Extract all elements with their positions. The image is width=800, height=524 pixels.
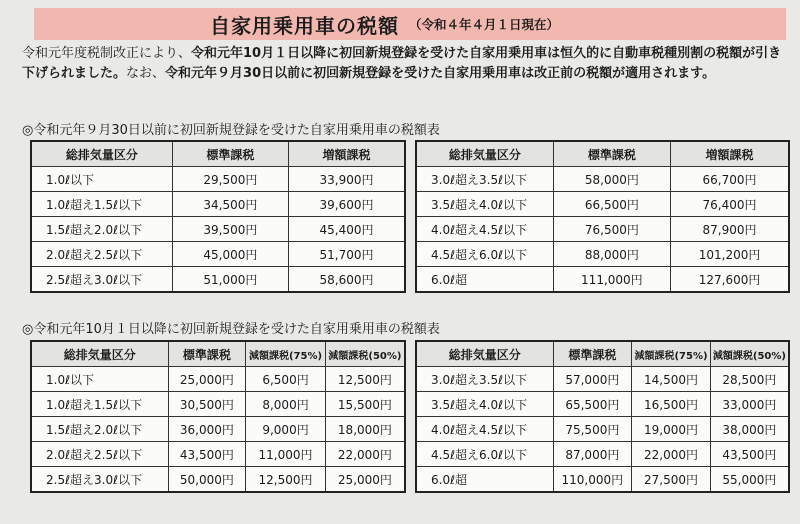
title-banner <box>34 8 786 40</box>
tax-amount-cell: 39,500円 <box>172 217 288 242</box>
table-row <box>31 392 405 417</box>
tax-amount-cell: 9,000円 <box>246 417 326 442</box>
tax-amount-cell: 51,000円 <box>172 267 288 293</box>
tax-amount-cell: 33,900円 <box>289 167 405 192</box>
table-row <box>416 192 789 217</box>
column-header: 標準課税 <box>172 141 288 167</box>
table-row <box>31 467 405 493</box>
tax-amount-cell: 58,000円 <box>553 167 670 192</box>
tax-amount-cell: 45,400円 <box>289 217 405 242</box>
table-row <box>31 217 405 242</box>
table-row <box>31 192 405 217</box>
table-row <box>416 467 789 493</box>
displacement-cell: 6.0ℓ超 <box>416 267 553 293</box>
tax-amount-cell: 34,500円 <box>172 192 288 217</box>
tax-amount-cell: 127,600円 <box>671 267 789 293</box>
table-post-reform-left <box>30 340 406 493</box>
tax-amount-cell: 88,000円 <box>553 242 670 267</box>
table-post-reform-right <box>415 340 790 493</box>
tax-amount-cell: 18,000円 <box>325 417 405 442</box>
tax-amount-cell: 76,500円 <box>553 217 670 242</box>
table-pre-reform-right <box>415 140 790 293</box>
displacement-cell: 2.0ℓ超え2.5ℓ以下 <box>31 442 168 467</box>
tax-amount-cell: 43,500円 <box>168 442 246 467</box>
tax-amount-cell: 50,000円 <box>168 467 246 493</box>
column-header: 標準課税 <box>168 341 246 367</box>
intro-text-plain: 令和元年度税制改正により、 <box>22 46 192 61</box>
table-row <box>416 217 789 242</box>
tax-amount-cell: 65,500円 <box>553 392 632 417</box>
tax-amount-cell: 22,000円 <box>632 442 711 467</box>
section2-label: ◎令和元年10月１日以降に初回新規登録を受けた自家用乗用車の税額表 <box>22 322 440 337</box>
column-header: 増額課税 <box>289 141 405 167</box>
tax-amount-cell: 101,200円 <box>671 242 789 267</box>
intro-text <box>22 44 792 84</box>
tax-amount-cell: 76,400円 <box>671 192 789 217</box>
table-row <box>416 392 789 417</box>
column-header: 標準課税 <box>553 341 632 367</box>
displacement-cell: 3.0ℓ超え3.5ℓ以下 <box>416 367 553 392</box>
table-row <box>416 242 789 267</box>
column-header: 減額課税(50%) <box>325 341 405 367</box>
displacement-cell: 1.0ℓ以下 <box>31 367 168 392</box>
tax-amount-cell: 14,500円 <box>632 367 711 392</box>
tax-amount-cell: 33,000円 <box>710 392 789 417</box>
tax-amount-cell: 16,500円 <box>632 392 711 417</box>
tax-amount-cell: 36,000円 <box>168 417 246 442</box>
column-header: 減額課税(75%) <box>246 341 326 367</box>
displacement-cell: 1.5ℓ超え2.0ℓ以下 <box>31 417 168 442</box>
tax-amount-cell: 75,500円 <box>553 417 632 442</box>
displacement-cell: 2.5ℓ超え3.0ℓ以下 <box>31 467 168 493</box>
intro-text-plain: なお、 <box>126 66 166 81</box>
tax-amount-cell: 45,000円 <box>172 242 288 267</box>
tax-amount-cell: 22,000円 <box>325 442 405 467</box>
tax-amount-cell: 8,000円 <box>246 392 326 417</box>
displacement-cell: 4.5ℓ超え6.0ℓ以下 <box>416 242 553 267</box>
tax-amount-cell: 25,000円 <box>168 367 246 392</box>
tax-amount-cell: 12,500円 <box>325 367 405 392</box>
tax-amount-cell: 58,600円 <box>289 267 405 293</box>
column-header: 増額課税 <box>671 141 789 167</box>
table-row <box>31 167 405 192</box>
tax-amount-cell: 12,500円 <box>246 467 326 493</box>
tax-amount-cell: 38,000円 <box>710 417 789 442</box>
table-row <box>31 242 405 267</box>
tax-amount-cell: 87,900円 <box>671 217 789 242</box>
displacement-cell: 3.0ℓ超え3.5ℓ以下 <box>416 167 553 192</box>
table-row <box>31 442 405 467</box>
table-row <box>31 417 405 442</box>
tax-amount-cell: 66,700円 <box>671 167 789 192</box>
tax-amount-cell: 43,500円 <box>710 442 789 467</box>
table-pre-reform-left <box>30 140 406 293</box>
column-header: 総排気量区分 <box>31 141 172 167</box>
intro-text-bold: 令和元年10月１日以降に初回新規登録を受けた自家用乗用車は恒久的に自動車税種別割の税額が引き下げられました。 <box>22 46 782 81</box>
table-row <box>416 417 789 442</box>
section1-label: ◎令和元年９月30日以前に初回新規登録を受けた自家用乗用車の税額表 <box>22 123 440 138</box>
displacement-cell: 1.0ℓ以下 <box>31 167 172 192</box>
table-row <box>31 367 405 392</box>
tax-amount-cell: 51,700円 <box>289 242 405 267</box>
tax-amount-cell: 19,000円 <box>632 417 711 442</box>
tax-amount-cell: 6,500円 <box>246 367 326 392</box>
intro-text-bold: 令和元年９月30日以前に初回新規登録を受けた自家用乗用車は改正前の税額が適用されます。 <box>165 66 716 81</box>
column-header: 減額課税(50%) <box>710 341 789 367</box>
table-row <box>416 367 789 392</box>
page-date-note: （令和４年４月１日現在） <box>409 17 560 32</box>
displacement-cell: 1.0ℓ超え1.5ℓ以下 <box>31 192 172 217</box>
displacement-cell: 4.5ℓ超え6.0ℓ以下 <box>416 442 553 467</box>
displacement-cell: 2.5ℓ超え3.0ℓ以下 <box>31 267 172 293</box>
displacement-cell: 1.0ℓ超え1.5ℓ以下 <box>31 392 168 417</box>
column-header: 減額課税(75%) <box>632 341 711 367</box>
column-header: 総排気量区分 <box>416 141 553 167</box>
displacement-cell: 3.5ℓ超え4.0ℓ以下 <box>416 392 553 417</box>
displacement-cell: 4.0ℓ超え4.5ℓ以下 <box>416 217 553 242</box>
displacement-cell: 6.0ℓ超 <box>416 467 553 493</box>
tax-amount-cell: 55,000円 <box>710 467 789 493</box>
tax-amount-cell: 28,500円 <box>710 367 789 392</box>
tax-amount-cell: 30,500円 <box>168 392 246 417</box>
column-header: 総排気量区分 <box>31 341 168 367</box>
tax-amount-cell: 110,000円 <box>553 467 632 493</box>
tax-amount-cell: 111,000円 <box>553 267 670 293</box>
table-row <box>31 267 405 293</box>
table-row <box>416 267 789 293</box>
tax-amount-cell: 57,000円 <box>553 367 632 392</box>
tax-amount-cell: 87,000円 <box>553 442 632 467</box>
displacement-cell: 1.5ℓ超え2.0ℓ以下 <box>31 217 172 242</box>
table-row <box>416 167 789 192</box>
tax-amount-cell: 39,600円 <box>289 192 405 217</box>
column-header: 総排気量区分 <box>416 341 553 367</box>
tax-amount-cell: 11,000円 <box>246 442 326 467</box>
intro-paragraph <box>22 44 792 84</box>
tax-amount-cell: 15,500円 <box>325 392 405 417</box>
displacement-cell: 4.0ℓ超え4.5ℓ以下 <box>416 417 553 442</box>
column-header: 標準課税 <box>553 141 670 167</box>
displacement-cell: 2.0ℓ超え2.5ℓ以下 <box>31 242 172 267</box>
table-row <box>416 442 789 467</box>
page-title: 自家用乗用車の税額 <box>210 13 399 38</box>
tax-amount-cell: 29,500円 <box>172 167 288 192</box>
tax-amount-cell: 66,500円 <box>553 192 670 217</box>
tax-amount-cell: 25,000円 <box>325 467 405 493</box>
displacement-cell: 3.5ℓ超え4.0ℓ以下 <box>416 192 553 217</box>
tax-amount-cell: 27,500円 <box>632 467 711 493</box>
